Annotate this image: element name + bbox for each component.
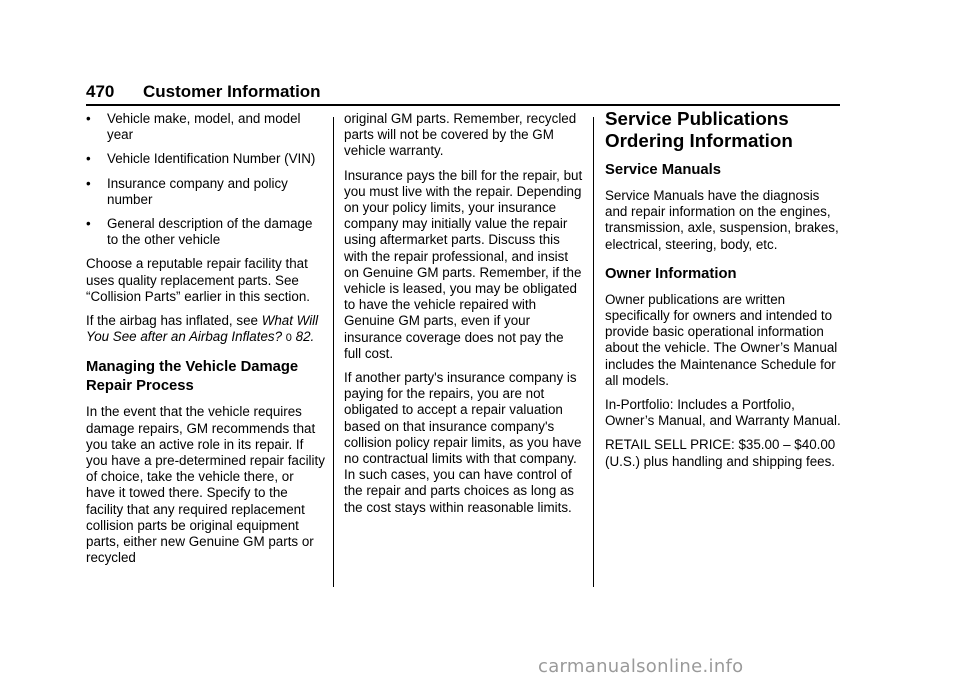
bullet-marker: •: [86, 216, 91, 232]
heading-managing-repair: Managing the Vehicle Damage Repair Process: [86, 359, 299, 395]
paragraph-retail-price: RETAIL SELL PRICE: $35.00 – $40.00 (U.S.) plus handling and shipping fees.: [605, 437, 836, 469]
paragraph-service-manuals: Service Manuals have the diagnosis and repair information on the engines, transmission, axle, suspension, brakes, electrical, steering, body, etc.: [605, 188, 839, 252]
site-watermark: carmanualsonline.info: [538, 656, 744, 677]
column-left: [86, 111, 326, 566]
airbag-text: If the airbag has inflated, see: [86, 313, 258, 329]
list-item-text: Vehicle Identification Number (VIN): [107, 151, 316, 167]
column-middle: [344, 111, 584, 516]
airbag-link[interactable]: What Will You See after an Airbag Inflates?: [86, 313, 319, 345]
paragraph-insurance: Insurance pays the bill for the repair, but you must live with the repair. Depending on your policy limits, your insurance company may initially value the repair using aftermarket parts. Discuss this with the repair professional, and insist on Genuine GM parts. Remember, if the vehicle is leased, you may be obligated to have the vehicle repaired with Genuine GM parts, even if your insurance coverage does not pay the full cost.: [344, 167, 583, 361]
list-item: [86, 216, 326, 248]
paragraph-choose-facility: Choose a reputable repair facility that uses quality replacement parts. See “Collision Parts” earlier in this section.: [86, 256, 310, 304]
paragraph-airbag: If the airbag has inflated, see What Will You See after an Airbag Inflates? 0 82.: [86, 313, 319, 345]
paragraph-owner-info: Owner publications are written specifically for owners and intended to provide basic operational information about the vehicle. The Owner’s Manual includes the Maintenance Schedule for all models.: [605, 291, 838, 388]
bullet-marker: •: [86, 151, 91, 167]
list-item-text: Insurance company and policy number: [107, 175, 288, 207]
list-item-text: General description of the damage to the other vehicle: [107, 216, 313, 248]
column-right: [605, 108, 845, 470]
paragraph-in-portfolio: In-Portfolio: Includes a Portfolio, Owner’s Manual, and Warranty Manual.: [605, 397, 841, 429]
section-title: Customer Information: [143, 82, 321, 101]
list-item: [86, 151, 326, 167]
heading-owner-information: Owner Information: [605, 265, 737, 282]
column-divider-left: [333, 117, 334, 587]
airbag-page-number[interactable]: 82: [295, 329, 311, 345]
bullet-marker: •: [86, 175, 91, 191]
list-item-text: Vehicle make, model, and model year: [107, 111, 301, 143]
paragraph-repair-event: In the event that the vehicle requires damage repairs, GM recommends that you take an active role in its repair. If you have a pre-determined repair facility of choice, take the vehicle there, or have it towed there. Specify to the facility that any required replacement collision parts be original equipment parts, either new Genuine GM parts or recycled: [86, 404, 325, 566]
paragraph-another-party: If another party's insurance company is paying for the repairs, you are not obligated to accept a repair valuation based on that insurance company's collision policy repair limits, as you have no contractual limits with that company. In such cases, you can have control of the repair and parts choices as long as the cost stays within reasonable limits.: [344, 370, 582, 515]
list-item: [86, 111, 326, 143]
page-number: 470: [86, 82, 115, 101]
column-divider-right: [593, 117, 594, 587]
paragraph-original-parts: original GM parts. Remember, recycled parts will not be covered by the GM vehicle warranty.: [344, 111, 577, 159]
list-item: [86, 176, 326, 208]
heading-service-publications: Service Publications Ordering Information: [605, 108, 793, 151]
bullet-marker: •: [86, 111, 91, 126]
heading-service-manuals: Service Manuals: [605, 162, 721, 178]
page-reference-icon: 0: [285, 332, 292, 345]
page-header: [86, 82, 840, 106]
header-rule: [86, 104, 840, 106]
